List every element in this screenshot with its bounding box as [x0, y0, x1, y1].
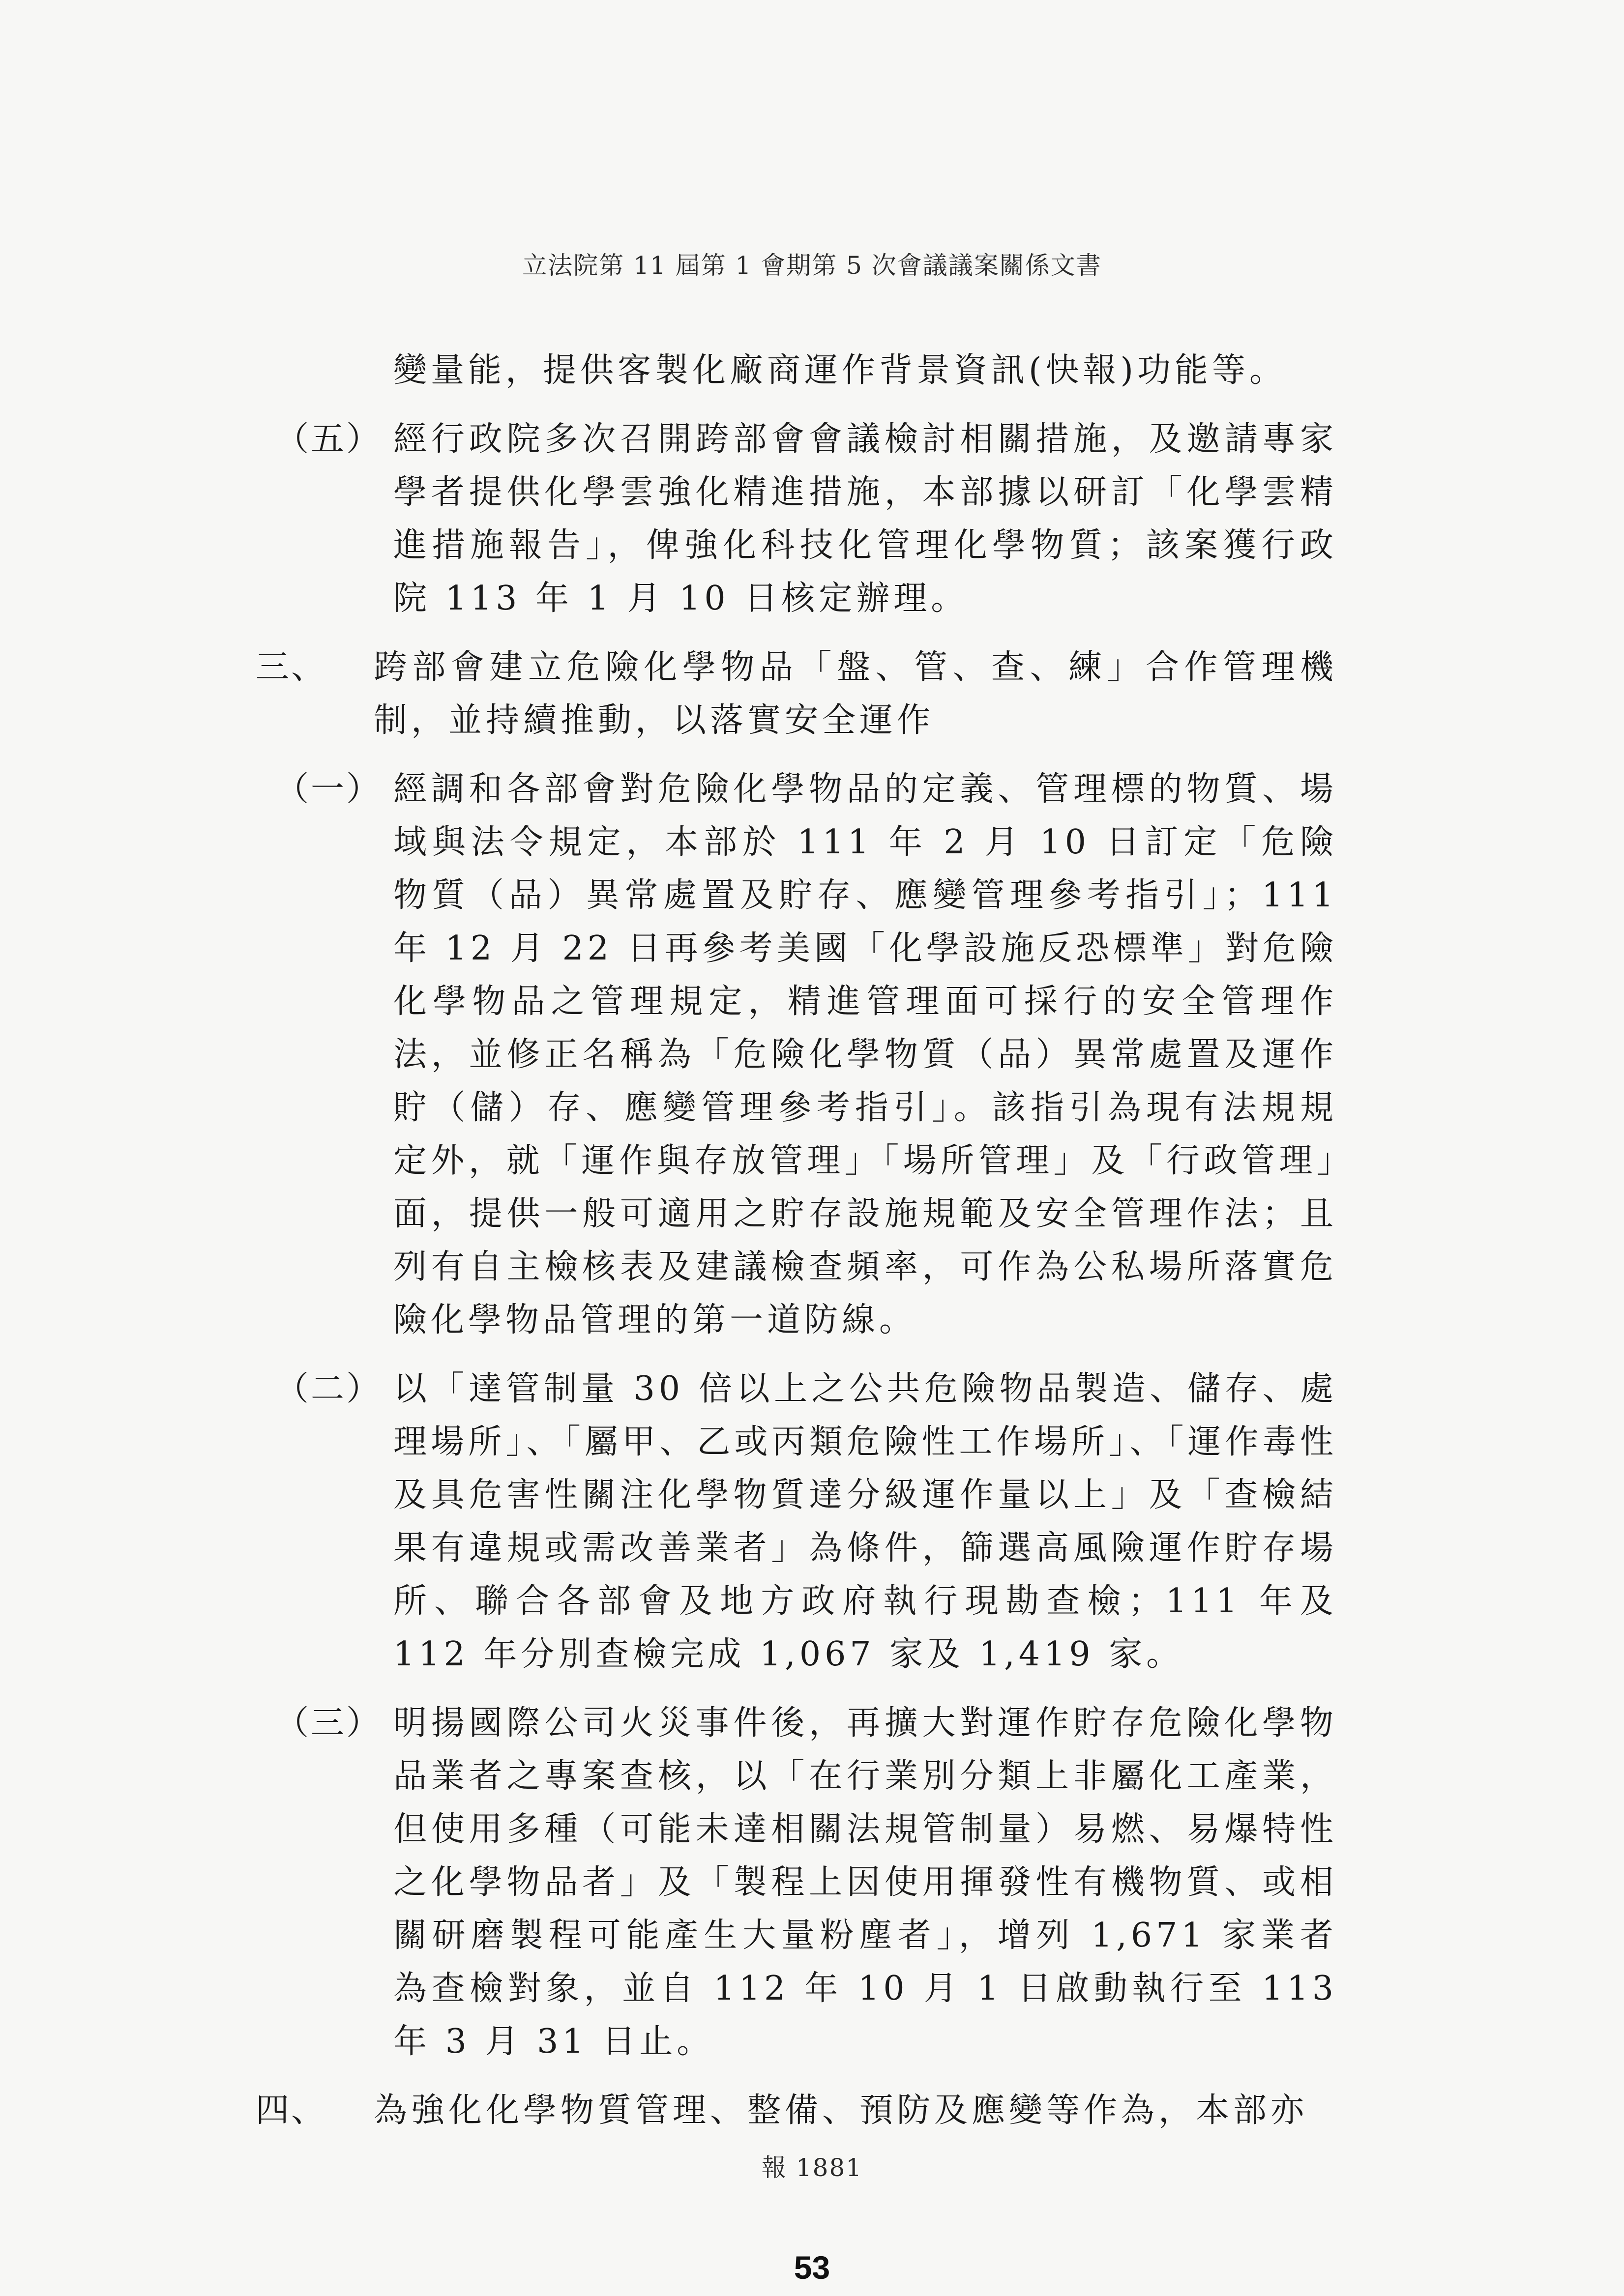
subitem-one: [275, 763, 1337, 1347]
section-marker: 四、: [256, 2091, 327, 2130]
subitem-marker: （一）: [275, 770, 382, 809]
paragraph-text: 經調和各部會對危險化學物品的定義、管理標的物質、場域與法令規定，本部於 111 年 2 月 10 日訂定「危險物質（品）異常處置及貯存、應變管理參考指引」；111 年 12 月 22 日再參考美國「化學設施反恐標準」對危險化學物品之管理規定，精進管理面可採行的安全管理作法，並修正名稱為「危險化學物質（品）異常處置及運作貯（儲）存、應變管理參考指引」。該指引為現有法規規定外，就「運作與存放管理」「場所管理」及「行政管理」面，提供一般可適用之貯存設施規範及安全管理作法；且列有自主檢核表及建議檢查頻率，可作為公私場所落實危險化學物品管理的第一道防線。: [393, 770, 1337, 1339]
section-marker: 三、: [256, 648, 327, 687]
running-header: 立法院第 11 屆第 1 會期第 5 次會議議案關係文書: [522, 251, 1102, 280]
section-heading-text: 跨部會建立危險化學物品「盤、管、查、練」合作管理機制，並持續推動，以落實安全運作: [374, 648, 1337, 740]
paragraph-text: 以「達管制量 30 倍以上之公共危險物品製造、儲存、處理場所」、「屬甲、乙或丙類危險性工作場所」、「運作毒性及具危害性關注化學物質達分級運作量以上」及「查檢結果有違規或需改善業者」為條件，篩選高風險運作貯存場所、聯合各部會及地方政府執行現勘查檢；111 年及 112 年分別查檢完成 1,067 家及 1,419 家。: [393, 1369, 1337, 1674]
page-number-stamp: 53: [794, 2249, 830, 2286]
subitem-marker: （二）: [275, 1369, 382, 1408]
paragraph-text: 明揚國際公司火災事件後，再擴大對運作貯存危險化學物品業者之專案查核，以「在行業別分類上非屬化工產業，但使用多種（可能未達相關法規管制量）易燃、易爆特性之化學物品者」及「製程上因使用揮發性有機物質、或相關研磨製程可能產生大量粉塵者」，增列 1,671 家業者為查檢對象，並自 112 年 10 月 1 日啟動執行至 113 年 3 月 31 日止。: [393, 1704, 1337, 2061]
subitem-three: [275, 1697, 1337, 2068]
subitem-marker: （三）: [275, 1704, 382, 1743]
bulletin-page-reference: 報 1881: [761, 2153, 863, 2182]
subitem-five: [275, 413, 1337, 625]
section-heading-text: 為強化化學物質管理、整備、預防及應變等作為，本部亦: [374, 2091, 1308, 2130]
section-three: [256, 641, 1337, 747]
paragraph-text: 變量能，提供客製化廠商運作背景資訊(快報)功能等。: [393, 351, 1287, 390]
section-four: [256, 2084, 1337, 2137]
subitem-two: [275, 1363, 1337, 1681]
subitem-marker: （五）: [275, 420, 382, 459]
document-body: [256, 344, 1337, 2153]
continuation-paragraph: [275, 344, 1337, 397]
paragraph-text: 經行政院多次召開跨部會會議檢討相關措施，及邀請專家學者提供化學雲強化精進措施，本部據以研訂「化學雲精進措施報告」，俾強化科技化管理化學物質；該案獲行政院 113 年 1 月 10 日核定辦理。: [393, 420, 1337, 618]
